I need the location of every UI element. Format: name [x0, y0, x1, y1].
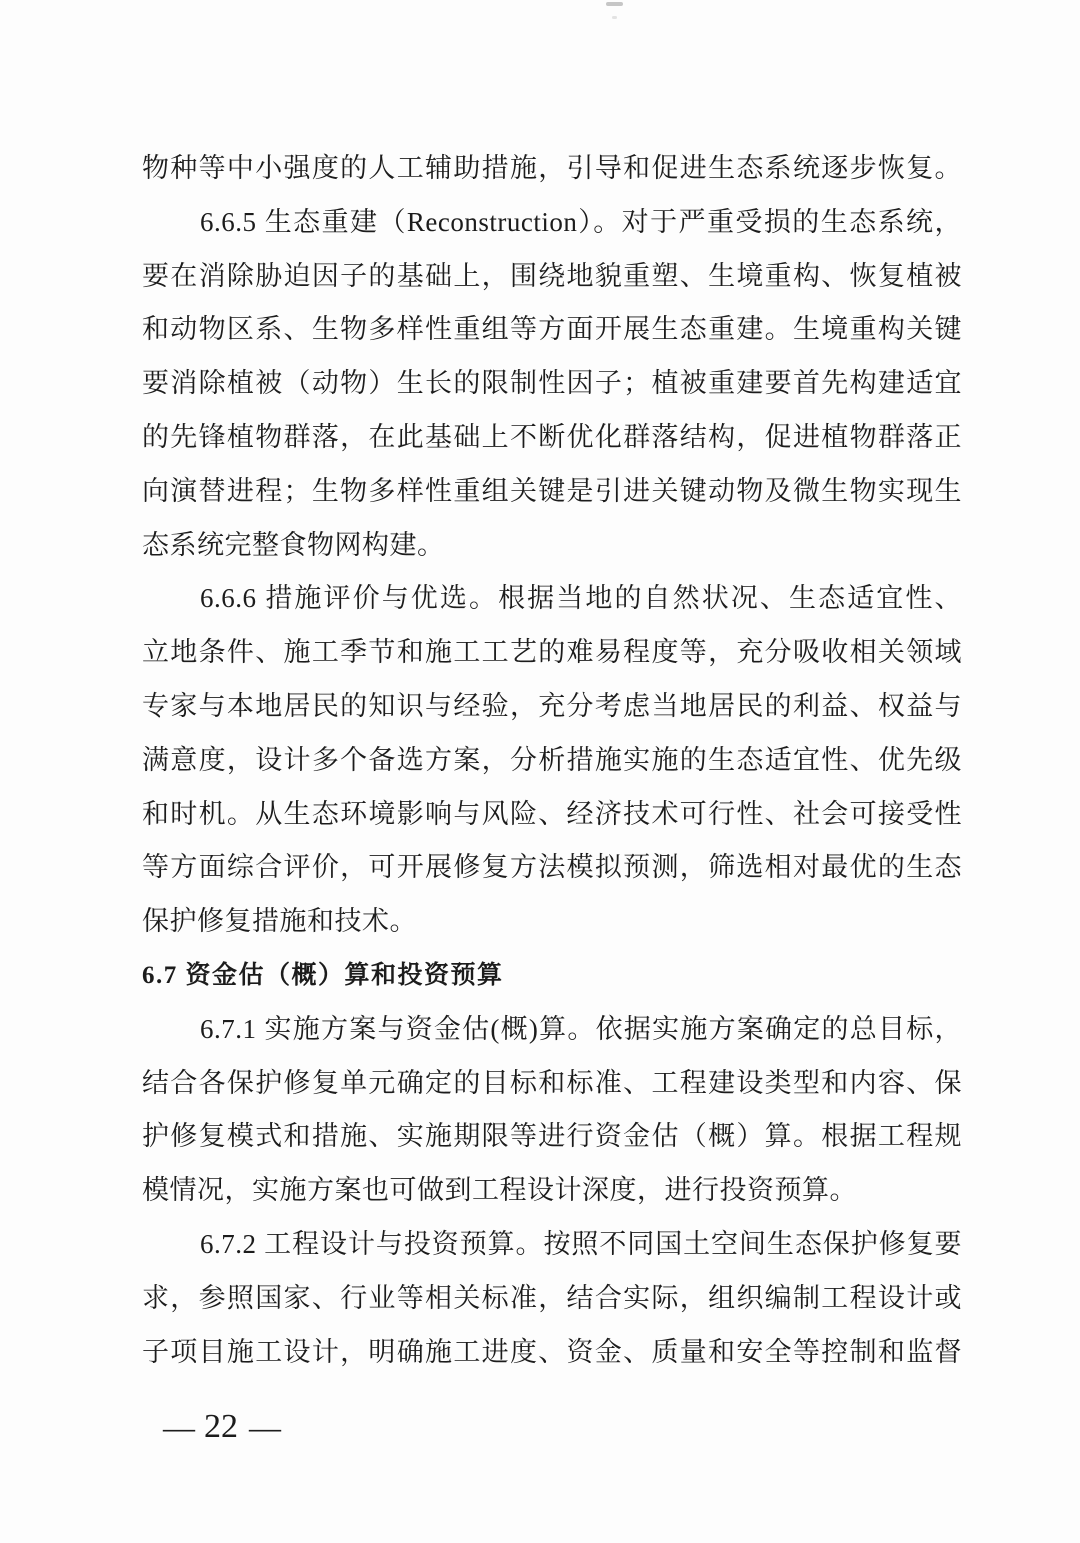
text-line: 和动物区系、生物多样性重组等方面开展生态重建。生境重构关键 [142, 314, 962, 345]
text-line: 求，参照国家、行业等相关标准，结合实际，组织编制工程设计或 [142, 1282, 962, 1313]
page-footer [163, 1406, 279, 1448]
section-heading: 6.7 资金估（概）算和投资预算 [142, 961, 504, 989]
text-line: 满意度，设计多个备选方案，分析措施实施的生态适宜性、优先级 [142, 744, 962, 775]
text-line: 立地条件、施工季节和施工工艺的难易程度等，充分吸收相关领域 [142, 637, 962, 668]
text-line: 6.6.6 措施评价与优选。根据当地的自然状况、生态适宜性、 [200, 583, 962, 614]
footer-dash-left: — [163, 1408, 193, 1445]
text-line: 6.6.5 生态重建（Reconstruction）。对于严重受损的生态系统， [200, 206, 962, 237]
text-line: 和时机。从生态环境影响与风险、经济技术可行性、社会可接受性 [142, 798, 962, 829]
text-line: 模情况，实施方案也可做到工程设计深度，进行投资预算。 [142, 1175, 857, 1206]
text-line: 的先锋植物群落，在此基础上不断优化群落结构，促进植物群落正 [142, 421, 962, 452]
text-line: 态系统完整食物网构建。 [142, 529, 445, 560]
text-line: 专家与本地居民的知识与经验，充分考虑当地居民的利益、权益与 [142, 690, 962, 721]
text-line: 6.7.2 工程设计与投资预算。按照不同国土空间生态保护修复要 [200, 1228, 962, 1259]
scan-artifact-dot [612, 16, 617, 19]
text-line: 保护修复措施和技术。 [142, 906, 417, 937]
text-block [142, 142, 962, 1379]
text-line: 6.7.1 实施方案与资金估(概)算。依据实施方案确定的总目标， [200, 1013, 962, 1044]
page-number: 22 [204, 1408, 238, 1445]
scan-artifact-dash [606, 2, 623, 6]
text-line: 护修复模式和措施、实施期限等进行资金估（概）算。根据工程规 [142, 1121, 962, 1152]
text-line: 子项目施工设计，明确施工进度、资金、质量和安全等控制和监督 [142, 1336, 962, 1367]
text-line: 物种等中小强度的人工辅助措施，引导和促进生态系统逐步恢复。 [142, 153, 962, 183]
text-line: 等方面综合评价，可开展修复方法模拟预测，筛选相对最优的生态 [142, 852, 962, 883]
footer-dash-right: — [249, 1408, 279, 1445]
text-line: 要消除植被（动物）生长的限制性因子；植被重建要首先构建适宜 [142, 368, 962, 399]
text-line: 要在消除胁迫因子的基础上，围绕地貌重塑、生境重构、恢复植被 [142, 260, 962, 291]
text-line: 结合各保护修复单元确定的目标和标准、工程建设类型和内容、保 [142, 1067, 962, 1098]
text-line: 向演替进程；生物多样性重组关键是引进关键动物及微生物实现生 [142, 475, 962, 506]
